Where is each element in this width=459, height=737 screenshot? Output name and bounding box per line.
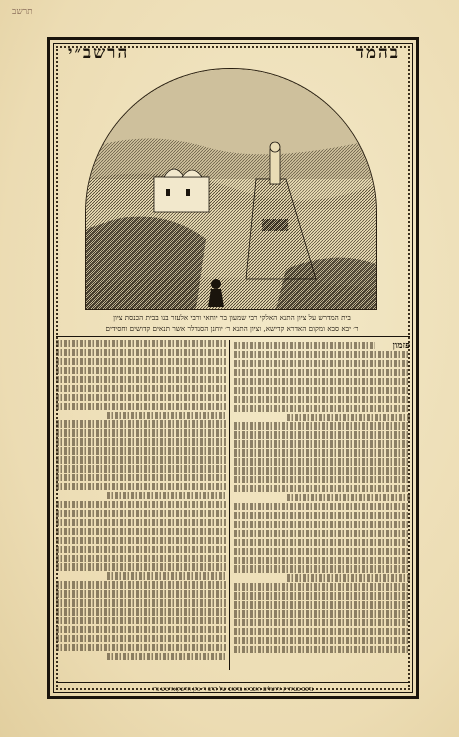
body-text-line bbox=[234, 637, 410, 644]
body-text-line bbox=[234, 422, 410, 429]
body-text-line bbox=[234, 378, 410, 385]
body-text-line bbox=[56, 367, 226, 374]
body-text-line bbox=[56, 403, 226, 410]
body-text-line bbox=[234, 592, 410, 599]
body-text-line bbox=[234, 458, 410, 465]
body-text-line bbox=[56, 537, 226, 544]
body-text-line bbox=[287, 574, 410, 581]
title-right: בהמד bbox=[355, 43, 400, 63]
body-text-line bbox=[56, 394, 226, 401]
body-text-line bbox=[234, 476, 410, 483]
body-text-line bbox=[56, 608, 226, 615]
text-column-right bbox=[234, 340, 410, 670]
text-column-left bbox=[56, 340, 226, 670]
body-text-line bbox=[56, 474, 226, 481]
body-text-line bbox=[56, 555, 226, 562]
main-text-area bbox=[56, 340, 410, 680]
top-separator bbox=[56, 336, 410, 337]
body-text-line bbox=[56, 438, 226, 445]
intro-heading: פזמון bbox=[392, 341, 410, 351]
body-text-line bbox=[56, 420, 226, 427]
title-left: הרשב״י bbox=[68, 43, 130, 63]
body-text-line bbox=[56, 563, 226, 570]
body-text-line bbox=[56, 501, 226, 508]
body-text-line bbox=[56, 456, 226, 463]
body-text-line bbox=[56, 590, 226, 597]
body-text-line bbox=[234, 601, 410, 608]
caption-line-2: ר׳ יבא סבא ומקום האדרא קדישא, וציון התנא ר׳ יוחנן הסנדלר אשר תנאים קדושים וחסידים bbox=[105, 324, 359, 333]
illustration-caption bbox=[68, 312, 396, 334]
body-text-line bbox=[234, 583, 410, 590]
body-text-line bbox=[56, 447, 226, 454]
body-text-line bbox=[234, 530, 410, 537]
body-text-line bbox=[234, 351, 410, 358]
body-text-line bbox=[234, 449, 410, 456]
body-text-line bbox=[107, 572, 226, 579]
body-text-line bbox=[56, 528, 226, 535]
body-text-line bbox=[107, 412, 226, 419]
body-text-line bbox=[56, 546, 226, 553]
bottom-separator bbox=[56, 682, 410, 683]
body-text-line bbox=[107, 492, 226, 499]
body-text-line bbox=[234, 342, 375, 349]
body-text-line bbox=[56, 599, 226, 606]
body-text-line bbox=[234, 360, 410, 367]
body-text-line bbox=[234, 396, 410, 403]
caption-line-1: בית המדרש על ציון התנא האלקי רבי שמעון בר יוחאי ורבי אלעזר בנו בבית הכנסת ציון bbox=[113, 313, 351, 322]
printer-footer: נדפס בעיה״ק ירושלים תובב״א בדפוס של הרב ר׳ נתן הרשקאוויטש נרו bbox=[152, 686, 314, 693]
body-text-line bbox=[287, 494, 410, 501]
body-text-line bbox=[56, 429, 226, 436]
body-text-line bbox=[56, 581, 226, 588]
body-text-line bbox=[234, 610, 410, 617]
body-text-line bbox=[56, 349, 226, 356]
body-text-line bbox=[56, 626, 226, 633]
body-text-line bbox=[234, 503, 410, 510]
body-text-line bbox=[56, 385, 226, 392]
body-text-line bbox=[56, 358, 226, 365]
body-text-line bbox=[287, 414, 410, 421]
title-row bbox=[68, 40, 400, 66]
column-divider bbox=[229, 340, 230, 670]
body-text-line bbox=[234, 628, 410, 635]
body-text-line bbox=[234, 485, 410, 492]
body-text-line bbox=[56, 510, 226, 517]
body-text-line bbox=[56, 340, 226, 347]
body-text-line bbox=[56, 465, 226, 472]
body-text-line bbox=[234, 369, 410, 376]
body-text-line bbox=[234, 646, 410, 653]
corner-handwritten-mark: תרשב bbox=[12, 7, 33, 17]
body-text-line bbox=[234, 548, 410, 555]
body-text-line bbox=[234, 431, 410, 438]
body-text-line bbox=[56, 376, 226, 383]
body-text-line bbox=[234, 619, 410, 626]
body-text-line bbox=[234, 405, 410, 412]
body-text-line bbox=[234, 521, 410, 528]
body-text-line bbox=[107, 653, 226, 660]
body-text-line bbox=[234, 557, 410, 564]
body-text-line bbox=[234, 440, 410, 447]
body-text-line bbox=[56, 617, 226, 624]
body-text-line bbox=[56, 483, 226, 490]
body-text-line bbox=[234, 565, 410, 572]
body-text-line bbox=[56, 644, 226, 651]
body-text-line bbox=[56, 635, 226, 642]
body-text-line bbox=[234, 539, 410, 546]
body-text-line bbox=[234, 467, 410, 474]
body-text-line bbox=[234, 512, 410, 519]
body-text-line bbox=[56, 519, 226, 526]
body-text-line bbox=[234, 387, 410, 394]
